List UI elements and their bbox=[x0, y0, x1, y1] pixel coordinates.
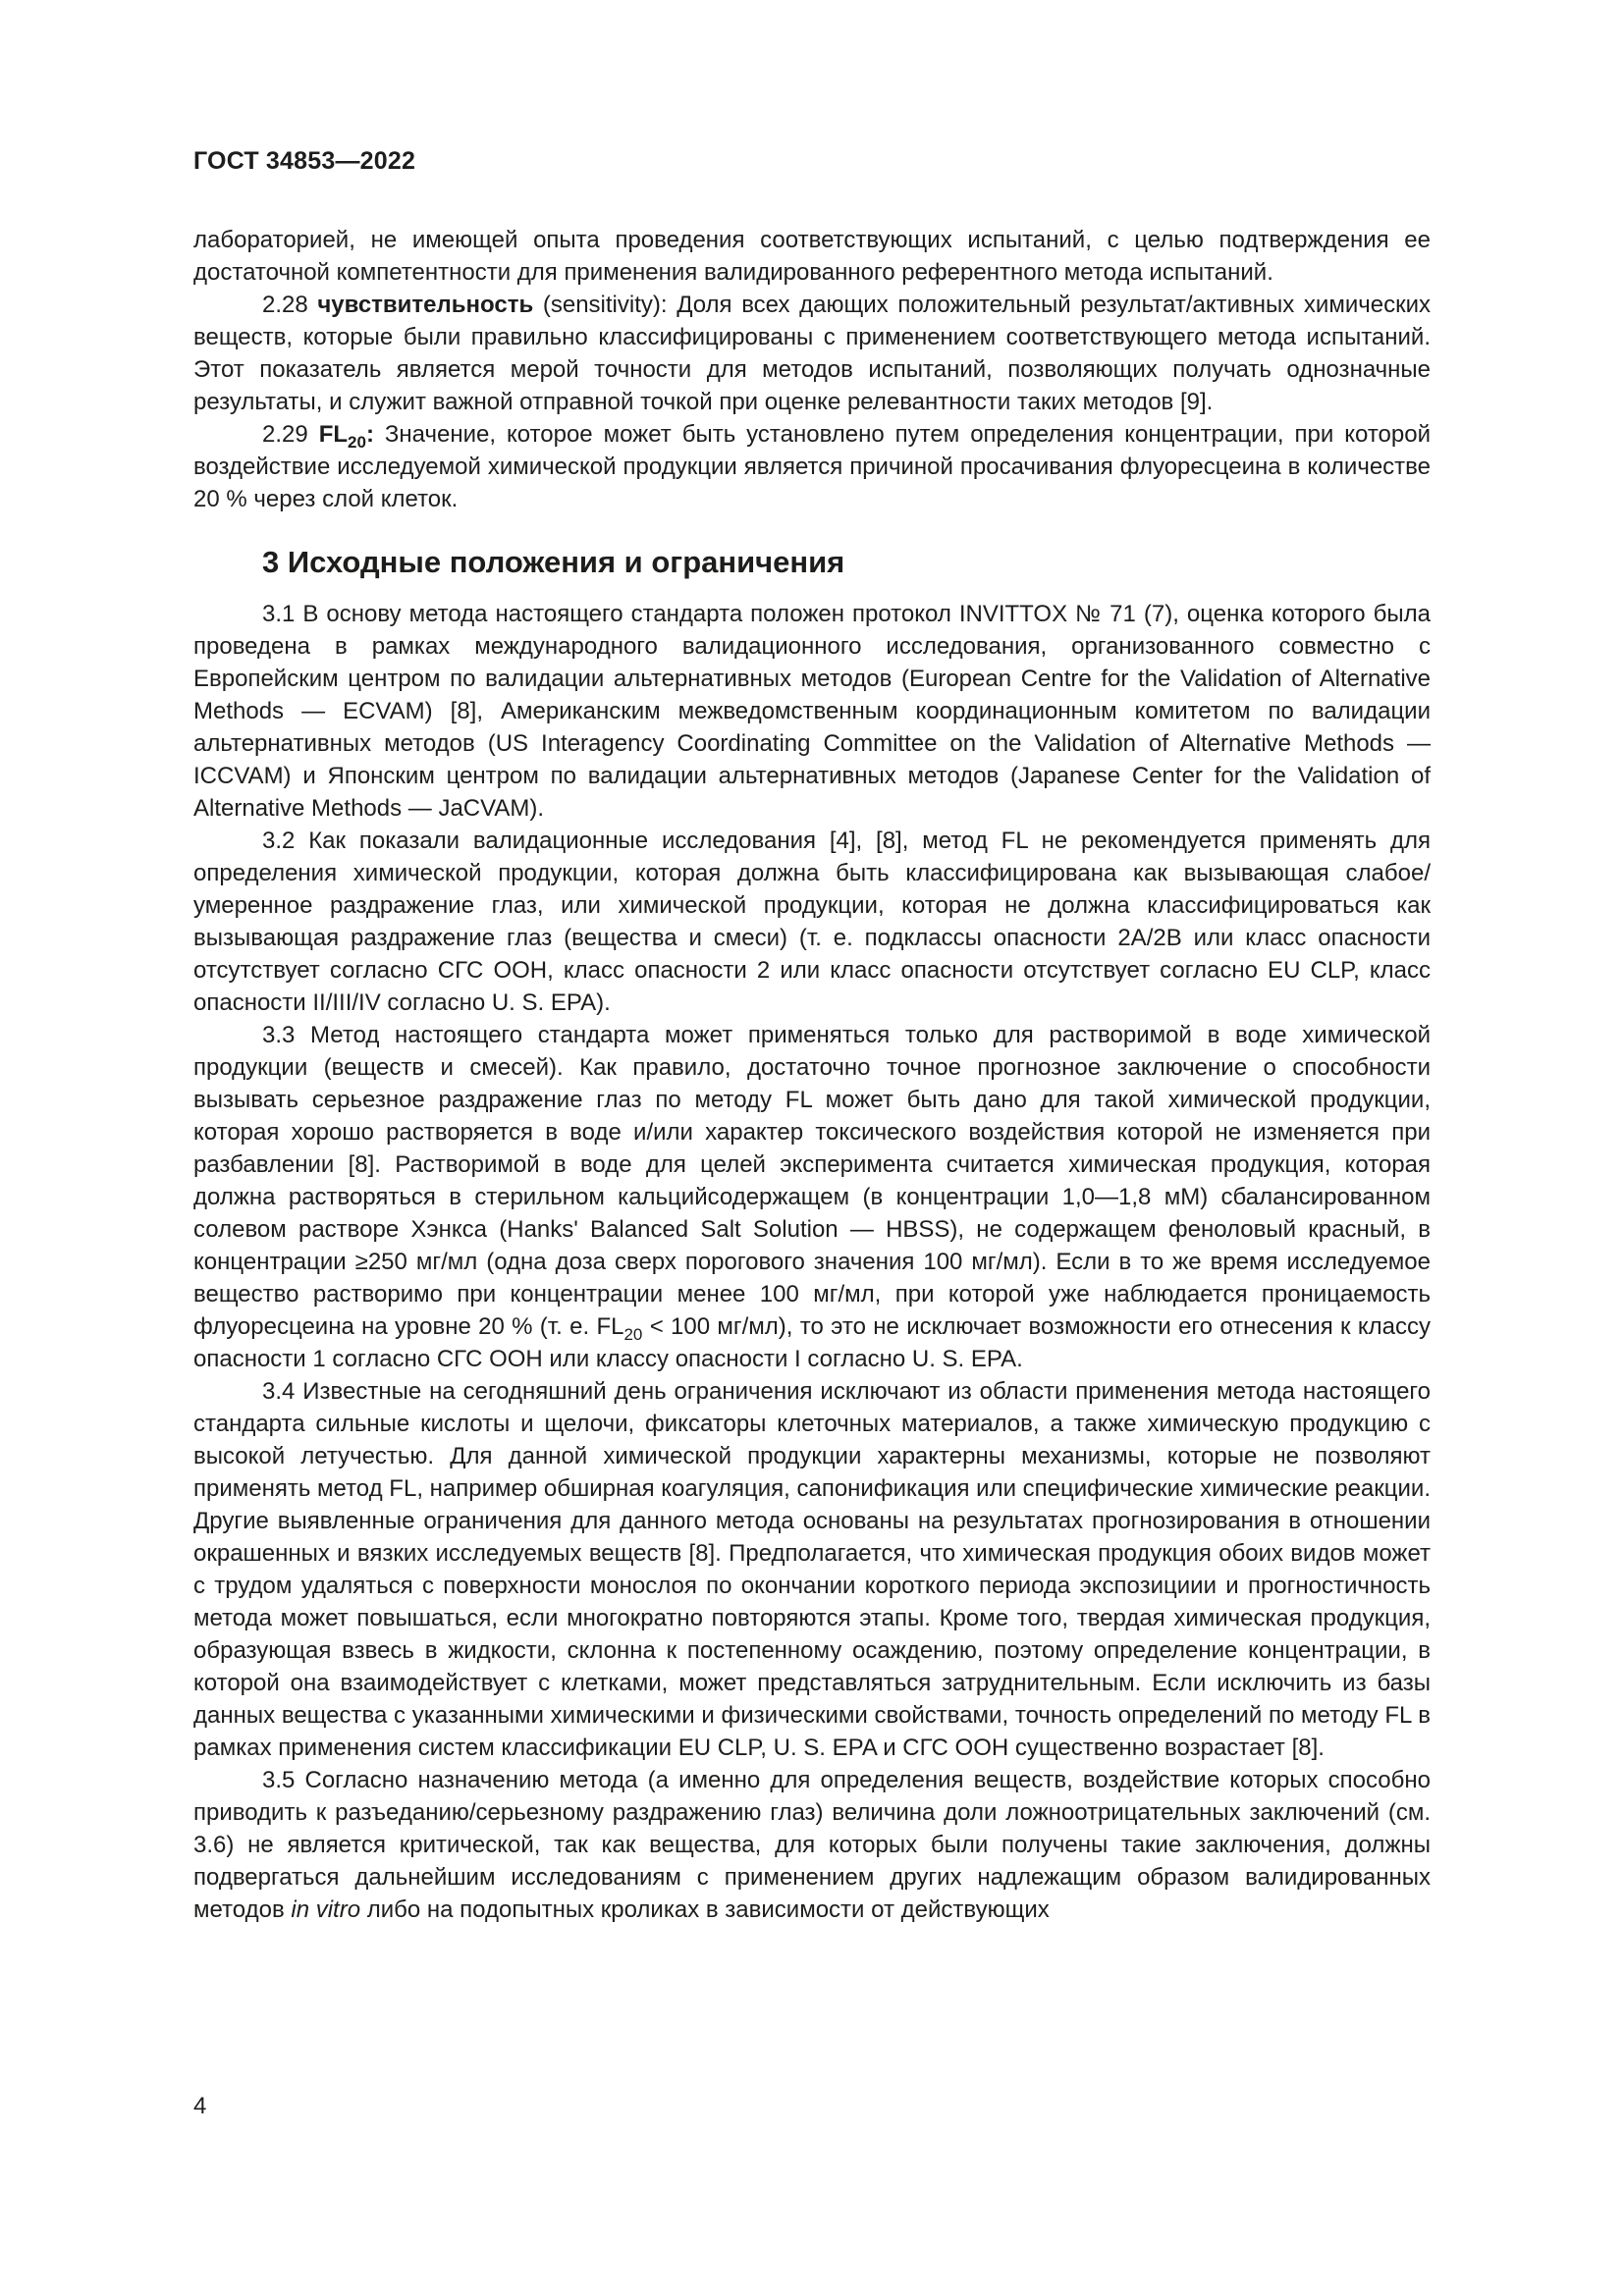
paragraph-3-1: 3.1 В основу метода настоящего стандарта положен протокол INVITTOX № 71 (7), оценка которого была проведена в рамках международного валидационного исследования, организованного совместно с Европейским центром по валидации альтернативных методов (European Centre for the Validation of Alternative Methods — ECVAM) [8], Американским межведомственным координационным комитетом по валидации альтернативных методов (US Interagency Coordinating Committee on the Validation of Alternative Methods — ICCVAM) и Японским центром по валидации альтернативных методов (Japanese Center for the Validation of Alternative Methods — JaCVAM). bbox=[193, 601, 1431, 822]
definition-term bbox=[318, 421, 374, 452]
definition-body: Значение, которое может быть установлено путем определения концентрации, при которой воздействие исследуемой химической продукции является причиной просачивания флуоресцеина в количестве 20 % через слой клеток. bbox=[193, 421, 1432, 512]
definition-number: 2.28 bbox=[262, 292, 308, 318]
term-suffix: : bbox=[365, 421, 374, 448]
continuation-paragraph: лабораторией, не имеющей опыта проведения соответствующих испытаний, с целью подтверждения ее достаточной компетентности для применения валидированного референтного метода испытаний. bbox=[193, 227, 1431, 286]
paragraph-text: 3.5 Согласно назначению метода (а именно для определения веществ, воздействие которых способно приводить к разъеданию/серьезному раздражению глаз) величина доли ложноотрицательных заключений (см. 3.6) не является критической, так как вещества, для которых были получены такие заключения, должны подвергаться дальнейшим исследованиям с применением других надлежащим образом валидированных методов bbox=[193, 1767, 1431, 1923]
paragraph-3-2: 3.2 Как показали валидационные исследования [4], [8], метод FL не рекомендуется применять для определения химической продукции, которая должна быть классифицирована как вызывающая слабое/умеренное раздражение глаз, или химической продукции, которая не должна классифицироваться как вызывающая раздражение глаз (вещества и смеси) (т. е. подклассы опасности 2A/2B или класс опасности отсутствует согласно СГС ООН, класс опасности 2 или класс опасности отсутствует согласно EU CLP, класс опасности II/III/IV согласно U. S. EPA). bbox=[193, 828, 1431, 1016]
subscript: 20 bbox=[623, 1325, 643, 1344]
paragraph-3-5 bbox=[193, 1764, 1431, 1926]
definition-2-28 bbox=[193, 289, 1431, 418]
paragraph-text: либо на подопытных кроликах в зависимости от действующих bbox=[360, 1896, 1050, 1923]
definition-number: 2.29 bbox=[262, 421, 308, 448]
paragraph-3-4: 3.4 Известные на сегодняшний день ограничения исключают из области применения метода настоящего стандарта сильные кислоты и щелочи, фиксаторы клеточных материалов, а также химическую продукцию с высокой летучестью. Для данной химической продукции характерны механизмы, которые не позволяют применять метод FL, например обширная коагуляция, сапонификация или специфические химические реакции. Другие выявленные ограничения для данного метода основаны на результатах прогнозирования в отношении окрашенных и вязких исследуемых веществ [8]. Предполагается, что химическая продукция обоих видов может с трудом удаляться с поверхности монослоя по окончании короткого периода экспозициии и прогностичность метода может повышаться, если многократно повторяются этапы. Кроме того, твердая химическая продукция, образующая взвесь в жидкости, склонна к постепенному осаждению, поэтому определение концентрации, в которой она взаимодействует с клетками, может представляться затруднительным. Если исключить из базы данных вещества с указанными химическими и физическими свойствами, точность определений по методу FL в рамках применения систем классификации EU CLP, U. S. EPA и СГС ООН существенно возрастает [8]. bbox=[193, 1378, 1431, 1761]
document-code-header: ГОСТ 34853—2022 bbox=[193, 147, 416, 175]
section-heading: 3 Исходные положения и ограничения bbox=[262, 545, 845, 579]
definition-term: чувствительность bbox=[317, 292, 534, 318]
paragraph-text: 3.3 Метод настоящего стандарта может применяться только для растворимой в воде химической продукции (веществ и смесей). Как правило, достаточно точное прогнозное заключение о способности вызывать серьезное раздражение глаз по методу FL может быть дано для такой химической продукции, которая хорошо растворяется в воде и/или характер токсического воздействия которой не изменяется при разбавлении [8]. Растворимой в воде для целей эксперимента считается химическая продукция, которая должна растворяться в стерильном кальцийсодержащем (в концентрации 1,0—1,8 мМ) сбалансированном солевом растворе Хэнкса (Hanks' Balanced Salt Solution — HBSS), не содержащем феноловый красный, в концентрации ≥250 мг/мл (одна доза сверх порогового значения 100 мг/мл). Если в то же время исследуемое вещество растворимо при концентрации менее 100 мг/мл, при которой уже наблюдается проницаемость флуоресцеина на уровне 20 % (т. е. FL bbox=[193, 1022, 1431, 1340]
term-base: FL bbox=[318, 421, 349, 448]
paragraph-text: < 100 мг/мл), то это не исключает возможности его отнесения к классу опасности 1 согласно СГС ООН или классу опасности I согласно U. S. EPA. bbox=[193, 1313, 1431, 1372]
definition-2-29 bbox=[193, 418, 1431, 515]
paragraph-3-3 bbox=[193, 1019, 1431, 1375]
page-content bbox=[193, 224, 1431, 1926]
page-number: 4 bbox=[193, 2093, 207, 2119]
definition-body: (sensitivity): Доля всех дающих положительный результат/активных химических веществ, которые были правильно классифицированы с применением соответствующего метода испытаний. Этот показатель является мерой точности для методов испытаний, позволяющих получать однозначные результаты, и служит важной отправной точкой при оценке релевантности таких методов [9]. bbox=[193, 292, 1431, 415]
term-subscript: 20 bbox=[348, 433, 366, 452]
italic-term: in vitro bbox=[291, 1896, 361, 1923]
